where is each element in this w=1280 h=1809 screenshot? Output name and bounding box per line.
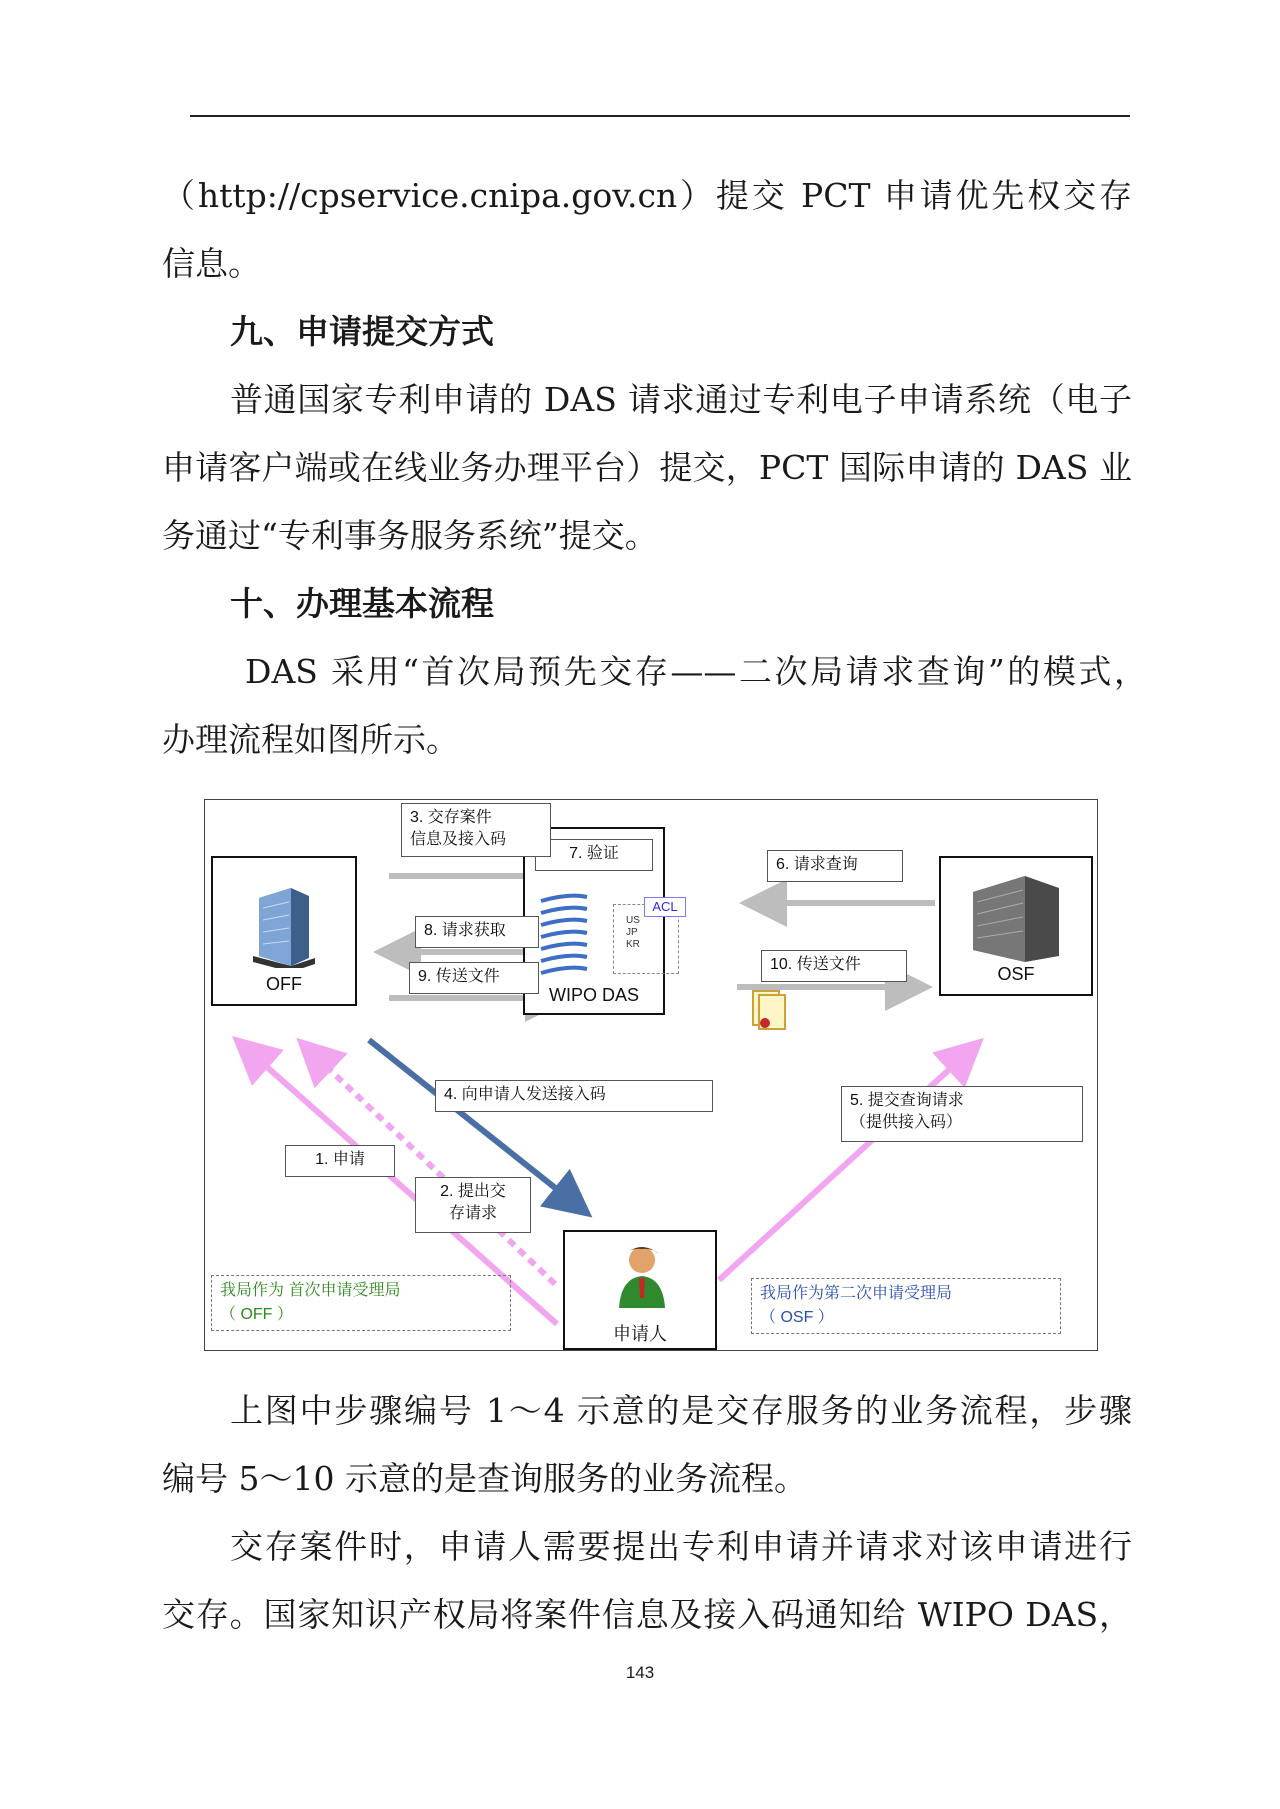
step-3-line: 3. 交存案件 [410,809,492,826]
step-5-line: （提供接入码） [850,1114,963,1131]
step-2-line: 存请求 [448,1205,497,1222]
section-heading-10: 十、办理基本流程 [230,584,494,623]
first-office-line: 我局作为 首次申请受理局 [220,1282,401,1299]
acl-item: JP [626,927,638,938]
osf-label: OSF [997,964,1035,984]
osf-node [939,856,1093,996]
step-9-label: 9. 传送文件 [409,962,539,994]
paragraph-line: DAS 采用“首次局预先交存——二次局请求查询”的模式， [245,652,1147,691]
first-office-note [211,1275,511,1331]
applicant-label: 申请人 [613,1324,667,1344]
arrow-5 [719,1046,975,1280]
second-office-line: （ OSF ） [760,1309,834,1326]
page-number: 143 [625,1663,655,1682]
second-office-note [751,1278,1061,1334]
header-rule [190,115,1130,117]
paragraph-line: 普通国家专利申请的 DAS 请求通过专利电子申请系统（电子 [230,380,1132,419]
applicant-node [563,1230,717,1350]
first-office-line: （ OFF ） [220,1306,293,1323]
paragraph-line: （http://cpservice.cnipa.gov.cn）提交 PCT 申请优先权交存 [162,176,1133,215]
paragraph-line: 申请客户端或在线业务办理平台）提交，PCT 国际申请的 DAS 业 [162,448,1132,487]
person-icon [617,1244,667,1310]
paragraph-line: 办理流程如图所示。 [162,720,459,759]
acl-label: ACL [644,897,686,917]
section-heading-9: 九、申请提交方式 [230,312,494,351]
step-7-label: 7. 验证 [535,839,653,871]
step-3-line: 信息及接入码 [410,831,507,848]
paragraph-line: 务通过“专利事务服务系统”提交。 [162,516,658,555]
off-label: OFF [266,974,302,994]
acl-item: KR [626,939,640,950]
wipo-das-label: WIPO DAS [548,985,639,1005]
step-2-line: 2. 提出交 [440,1183,506,1200]
second-office-line: 我局作为第二次申请受理局 [760,1285,953,1302]
paragraph-line: 交存。国家知识产权局将案件信息及接入码通知给 WIPO DAS， [162,1595,1132,1634]
document-icon [749,987,789,1031]
building-icon [967,872,1067,962]
das-flow-diagram [204,799,1098,1351]
step-6-label: 6. 请求查询 [767,850,903,882]
step-5-label [841,1086,1083,1142]
step-1-label: 1. 申请 [285,1145,395,1177]
step-8-label: 8. 请求获取 [415,916,539,948]
step-4-label: 4. 向申请人发送接入码 [435,1080,713,1112]
step-5-line: 5. 提交查询请求 [850,1092,964,1109]
off-node [211,856,357,1006]
paragraph-line: 交存案件时，申请人需要提出专利申请并请求对该申请进行 [230,1527,1132,1566]
acl-item: US [626,915,640,926]
paragraph-line: 信息。 [162,244,261,283]
wipo-logo-icon [535,891,595,981]
paragraph-line: 上图中步骤编号 1～4 示意的是交存服务的业务流程，步骤 [230,1391,1132,1430]
building-icon [249,884,319,968]
paragraph-line: 编号 5～10 示意的是查询服务的业务流程。 [162,1459,807,1498]
step-10-label: 10. 传送文件 [761,950,907,982]
step-3-label [401,803,551,857]
step-2-label [415,1177,531,1233]
